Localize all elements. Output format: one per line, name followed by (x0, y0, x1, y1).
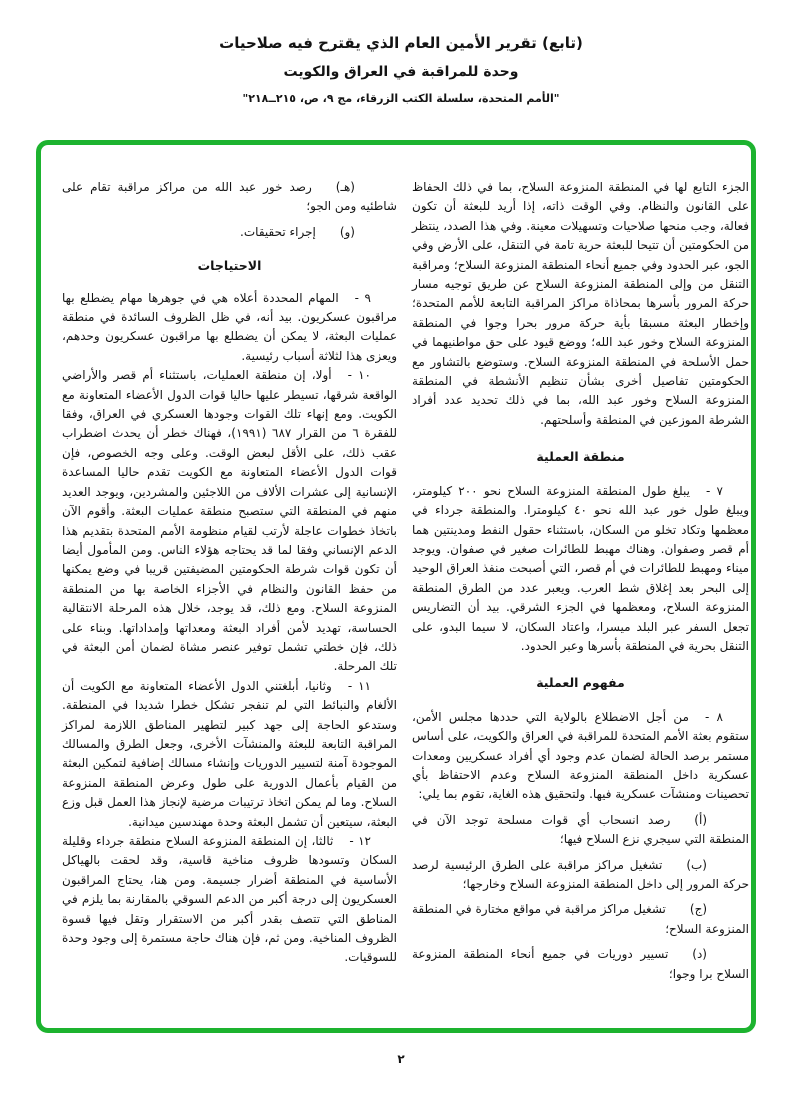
paragraph-text: أولا، إن منطقة العمليات، باستثناء أم قصر والأراضي الواقعة شرقها، تسيطر عليها حاليا قوات الدول الأعضاء المتعاونة مع الكويت. ومع إنهاء تلك القوات وجودها العسكري في العراق، وفقا للفقرة ٦ من القرار ٦٨٧ (١٩٩١)، فهناك خطر أن يحدث اضطراب عقب ذلك، على الأقل لبعض الوقت. وعلى وجه الخصوص، فإن قوات الدول الأعضاء المتعاونة مع الكويت تقدم حاليا المساعدة الإنسانية إلى عشرات الألاف من اللاجئين والمشردين، ويوجد العديد منهم في المنطقة التي ستصبح منطقة عمليات البعثة. وأقوم الآن باتخاذ خطوات عاجلة لأرتب لقيام منظومة الأمم المتحدة بتقديم هذا الدعم الإنساني وفقا لما قد يحتاجه هؤلاء الناس. ومن المأمول أيضا أن تكون قوات شرطة الحكومتين المضيفتين قريبا في وضع يمكنها من حفظ القانون والنظام في الأجزاء الخاصة بها من المنطقة المنزوعة السلاح. ومع ذلك، قد يوجد، خلال هذه المرحلة الانتقالية الحساسة، تهديد لأمن أفراد البعثة ومعداتها وإمداداتها. وبناء على ذلك، فإن خطتي تشمل توفير عنصر مشاة لضمان أمن البعثة في تلك المرحلة. (62, 368, 397, 674)
list-item-label: (و) (339, 224, 355, 239)
paragraph-number: ٨ - (704, 709, 723, 724)
list-item-text: إجراء تحقيقات. (240, 224, 316, 239)
paragraph-number: ١٢ - (349, 834, 371, 848)
paragraph-number: ٩ - (354, 290, 371, 305)
section-heading-requirements: الاحتياجات (197, 258, 262, 274)
list-item-text: تسيير دوريات في جميع أنحاء المنطقة المنزوعة السلاح برا وجوا؛ (412, 947, 749, 981)
list-item-text: تشغيل مراكز مراقبة في مواقع مختارة في المنطقة المنزوعة السلاح؛ (412, 902, 749, 936)
list-item-h (62, 178, 397, 217)
list-item-a (412, 811, 749, 850)
paragraph-number: ١١ - (347, 678, 371, 693)
section-heading-operation-concept: مفهوم العملية (536, 675, 625, 691)
list-item-text: تشغيل مراكز مراقبة على الطرق الرئيسية لرصد حركة المرور إلى داخل المنطقة المنزوعة السلاح وخارجها؛ (412, 857, 749, 891)
list-item-label: (ب) (686, 857, 707, 872)
list-item-label: (أ) (694, 812, 707, 827)
paragraph-number: ١٠ - (347, 368, 371, 383)
paragraph-text: المهام المحددة أعلاه هي في جوهرها مهام يضطلع بها مراقبون عسكريون. بيد أنه، في ظل الظروف السائدة في منطقة عمليات البعثة، لا يمكن أن يضطلع بها مراقبون عسكريون وحدهم، ويعزى هذا لثلاثة أسباب رئيسية. (62, 290, 397, 363)
list-item-w (62, 223, 397, 242)
header-title-line2: وحدة للمراقبة في العراق والكويت (283, 64, 519, 80)
paragraph-7 (412, 482, 749, 657)
paragraph-11 (62, 677, 397, 832)
paragraph-12 (62, 832, 397, 968)
paragraph-text: من أجل الاضطلاع بالولاية التي حددها مجلس الأمن، ستقوم بعثة الأمم المتحدة للمراقبة في العراق والكويت، على أساس مستمر برصد الحالة لضمان عدم وجود أي أفراد عسكريين ومعدات عسكرية داخل المنطقة المنزوعة السلاح وعدم الاحتفاظ بأي تحصينات ومنشآت عسكرية فيها. ولتحقيق هذه الغاية، تقوم بما يلي: (412, 709, 749, 802)
document-header (0, 28, 802, 112)
list-item-text: رصد انسحاب أي قوات مسلحة توجد الآن في المنطقة التي سيجري نزع السلاح فيها؛ (412, 812, 749, 847)
list-item-b (412, 856, 749, 895)
paragraph-text: ثالثا، إن المنطقة المنزوعة السلاح منطقة جرداء وقليلة السكان وتسودها ظروف مناخية قاسية، وقد لحقت بالهياكل الأساسية في المنطقة أضرار جسيمة. ومن هنا، يحتاج المراقبون العسكريون إلى درجة أكبر من الدعم السوقي بالمقارنة بما يلزم في المناطق التي تتصف بقدر أكبر من الاستقرار وتقل فيها قسوة الظروف المناخية. ومن ثم، فإن هناك حاجة مستمرة إلى وجود وحدة للسوقيات. (62, 834, 397, 965)
paragraph-continuation: الجزء التابع لها في المنطقة المنزوعة السلاح، بما في ذلك الحفاظ على القانون والنظام. وفي الوقت ذاته، إذا أريد للبعثة أن تكون فعالة، وجب منحها صلاحيات وتسهيلات معينة. وفي هذا الصدد، ينتظر من الحكومتين أن تتيحا للبعثة حرية تامة في التنقل، على الأرض وفي الجو، عبر الحدود وفي جميع أنحاء المنطقة المنزوعة السلاح؛ ومراقبة التنقل من وإلى المنطقة المنزوعة السلاح عن طريق توجيه مسار حركة المرور بأسرها بمحاذاة مراكز المراقبة التابعة للأمم المتحدة؛ وإخطار البعثة مسبقا بأية حركة مرور بحرا وجوا في المنطقة المنزوعة السلاح وخور عبد الله؛ ووضع قيود على حق مواطنيهما في حمل الأسلحة في المنطقة المنزوعة السلاح. وستوضع بالتشاور مع الحكومتين تفاصيل أخرى بشأن تنظيم الأنشطة في المنطقة المنزوعة السلاح وخور عبد الله، بما في ذلك تحديد عدد أفراد الشرطة الموزعين في المنطقة وأسلحتهم. (412, 180, 749, 427)
header-title-line1: (تابع) تقرير الأمين العام الذي يقترح فيه صلاحيات (219, 34, 583, 52)
list-item-c (412, 900, 749, 939)
column-left (62, 178, 397, 968)
paragraph-text: يبلغ طول المنطقة المنزوعة السلاح نحو ٢٠٠ كيلومتر، ويبلغ طول خور عبد الله نحو ٤٠ كيلومترا. والمنطقة جرداء في معظمها وتكاد تخلو من السكان، باستثناء حقول النفط ومدينتين هما أم قصر وصفوان. وهناك مهبط للطائرات صغير في صفوان. ويوجد ميناء ومهبط للطائرات في أم قصر، التي أصبحت منفذ العراق الوحيد إلى البحر بعد إغلاق شط العرب. ويعبر عدد من الطرق المنطقة المنزوعة السلاح، ومعظمها في الجزء الشرقي. بيد أن التضاريس تجعل السفر عبر البلد ميسرا، واعتاد السكان، لا سيما البدو، على التنقل بحرية في المنطقة بأسرها وعبر الحدود. (412, 483, 749, 653)
page-number: ٢ (397, 1052, 405, 1066)
header-source-citation: "الأمم المتحدة، سلسلة الكتب الزرقاء، مج ٩، ص، ٢١٥ــ٢١٨" (242, 92, 560, 105)
list-item-d (412, 945, 749, 984)
paragraph-8 (412, 708, 749, 805)
section-heading-operation-area: منطقة العملية (536, 449, 625, 465)
list-item-label: (د) (692, 947, 707, 962)
column-right (412, 178, 749, 984)
paragraph-10 (62, 366, 397, 677)
paragraph-number: ٧ - (705, 483, 723, 498)
paragraph-9 (62, 289, 397, 367)
list-item-label: (هـ) (335, 180, 355, 194)
list-item-text: رصد خور عبد الله من مراكز مراقبة تقام على شاطئيه ومن الجو؛ (62, 180, 397, 214)
paragraph-text: وثانيا، أبلغتني الدول الأعضاء المتعاونة مع الكويت أن الألغام والنبائط التي لم تنفجر تشكل خطرا شديدا في المنطقة. وستدعو الحاجة إلى جهد كبير لتطهير المناطق اللازمة لمراكز المراقبة التابعة للبعثة والمنشآت الأخرى، وجعل الطرق والمسالك الموجودة آمنة لتسيير الدوريات وإنشاء مسالك إضافية لتمكين البعثة من القيام بأعمال الدورية على طول وعرض المنطقة المنزوعة السلاح. وما لم يمكن اتخاذ ترتيبات مرضية لإنجاز هذا العمل قبل وزع البعثة، سيتعين أن تشمل البعثة وحدة مهندسين ميدانية. (62, 678, 397, 829)
list-item-label: (ج) (689, 902, 707, 917)
